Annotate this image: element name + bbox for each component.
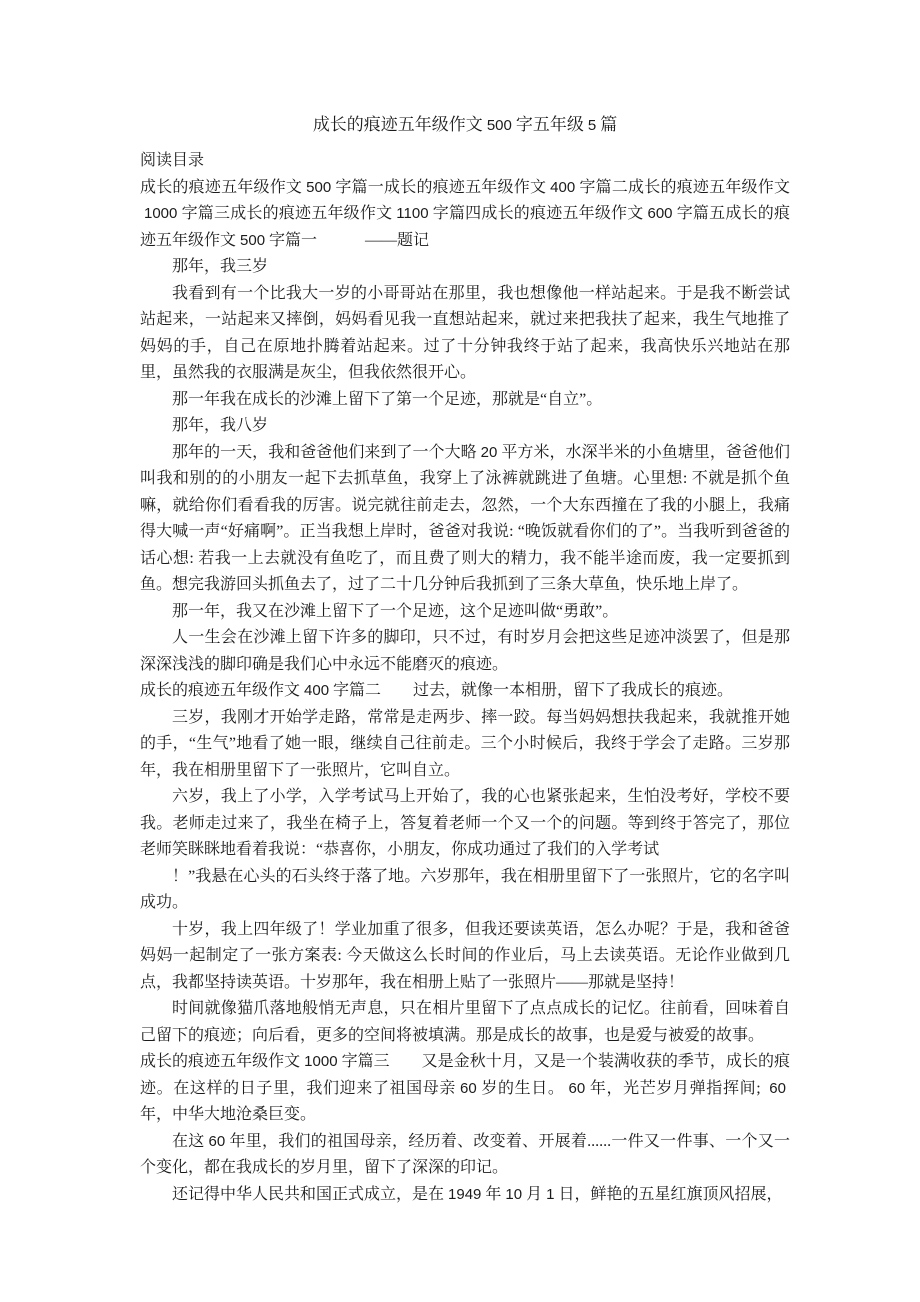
paragraph: 成长的痕迹五年级作文 400 字篇二 过去，就像一本相册，留下了我成长的痕迹。 — [140, 682, 734, 699]
latin-text: 1 — [546, 1185, 555, 1203]
paragraph: 人一生会在沙滩上留下许多的脚印，只不过，有时岁月会把这些足迹冲淡罢了，但是那深深浅浅的脚印确是我们心中永远不能磨灭的痕迹。 — [140, 629, 790, 673]
paragraph: 六岁，我上了小学，入学考试马上开始了，我的心也紧张起来，生怕没考好，学校不要我。老师走过来了，我坐在椅子上，答复着老师一个又一个的问题。等到终于答完了，那位老师笑眯眯地看着我说：“恭喜你，小朋友，你成功通过了我们的入学考试 — [140, 788, 790, 858]
latin-text: 1000 — [304, 1053, 338, 1070]
paragraph: 在这 60 年里，我们的祖国母亲，经历着、改变着、开展着......一件又一件事、一个又一个变化，都在我成长的岁月里，留下了深深的印记。 — [140, 1132, 790, 1176]
paragraph: 那年，我八岁 — [172, 417, 269, 434]
latin-text: 400 — [550, 178, 576, 196]
latin-text: 500 — [486, 117, 512, 134]
paragraph: 成长的痕迹五年级作文 1000 字篇三 又是金秋十月，又是一个装满收获的季节，成长的痕迹。在这样的日子里，我们迎来了祖国母亲 60 岁的生日。 60 年，光芒岁月弹指挥间; 60年，中华大地沧桑巨变。 — [140, 1053, 790, 1123]
latin-text: 1000 — [144, 205, 178, 222]
paragraph: 阅读目录 — [140, 152, 205, 169]
paragraph: 我看到有一个比我大一岁的小哥哥站在那里，我也想像他一样站起来。于是我不断尝试站起来，一站起来又摔倒，妈妈看见我一直想站起来，就过来把我扶了起来，我生气地推了妈妈的手，自己在原地扑腾着站起来。过了十分钟我终于站了起来，我高快乐兴地站在那里，虽然我的衣服满是灰尘，但我依然很开心。 — [140, 284, 790, 381]
latin-text: 400 — [304, 682, 330, 699]
latin-text: 500 — [240, 231, 266, 249]
latin-text: 1100 — [396, 205, 429, 222]
paragraph: 成长的痕迹五年级作文 500 字篇一成长的痕迹五年级作文 400 字篇二成长的痕迹五年级作文1000 字篇三成长的痕迹五年级作文 1100 字篇四成长的痕迹五年级作文 600 字篇五成长的痕迹五年级作文 500 字篇一 ——题记 — [140, 178, 790, 249]
latin-text: 60 — [460, 1079, 477, 1097]
paragraph: 三岁，我刚才开始学走路，常常是走两步、摔一跤。每当妈妈想扶我起来，我就推开她的手，“生气”地看了她一眼，继续自己往前走。三个小时候后，我终于学会了走路。三岁那年，我在相册里留下了一张照片，它叫自立。 — [140, 708, 790, 779]
latin-text: 5 — [587, 117, 597, 134]
paragraph: 那一年，我又在沙滩上留下了一个足迹，这个足迹叫做“勇敢”。 — [172, 602, 619, 620]
paragraph: ！”我悬在心头的石头终于落了地。六岁那年，我在相册里留下了一张照片，它的名字叫成功。 — [140, 867, 790, 911]
paragraph: 那一年我在成长的沙滩上留下了第一个足迹，那就是“自立”。 — [172, 390, 603, 408]
latin-text: 500 — [306, 178, 332, 196]
latin-text: 60 — [568, 1079, 586, 1097]
paragraph: 那年的一天，我和爸爸他们来到了一个大略 20 平方米，水深半米的小鱼塘里，爸爸他们叫我和别的的小朋友一起下去抓草鱼，我穿上了泳裤就跳进了鱼塘。心里想: 不就是抓个鱼嘛，就给你们看看我的厉害。说完就往前走去，忽然，一个大东西撞在了我的小腿上，我痛得大喊一声“好痛啊”。正当我想上岸时，爸爸对我说: “晚饭就看你们的了”。当我听到爸爸的话心想: 若我一上去就没有鱼吃了，而且费了则大的精力，我不能半途而废，我一定要抓到鱼。想完我游回头抓鱼去了，过了二十几分钟后我抓到了三条大草鱼，快乐地上岸了。 — [140, 443, 790, 593]
latin-text: 1949 — [448, 1185, 482, 1203]
document-body — [140, 148, 790, 1208]
latin-text: 10 — [505, 1185, 523, 1203]
paragraph: 十岁，我上四年级了！学业加重了很多，但我还要读英语，怎么办呢？于是，我和爸爸妈妈一起制定了一张方案表: 今天做这么长时间的作业后，马上去读英语。无论作业做到几点，我都坚持读英语。十岁那年，我在相册上贴了一张照片——那就是坚持！ — [140, 920, 790, 991]
document-title: 成长的痕迹五年级作文 500 字五年级 5 篇 — [312, 115, 618, 134]
paragraph: 那年，我三岁 — [172, 258, 269, 275]
paragraph: 还记得中华人民共和国正式成立，是在 1949 年 10 月 1 日，鲜艳的五星红旗顶风招展， — [172, 1185, 783, 1203]
latin-text: 60 — [208, 1132, 226, 1150]
latin-text: 20 — [480, 443, 498, 461]
paragraph: 时间就像猫爪落地般悄无声息，只在相片里留下了点点成长的记忆。往前看，回味着自己留下的痕迹；向后看，更多的空间将被填满。那是成长的故事，也是爱与被爱的故事。 — [140, 1000, 790, 1044]
latin-text: 600 — [647, 205, 673, 222]
latin-text: 60 — [769, 1079, 786, 1097]
